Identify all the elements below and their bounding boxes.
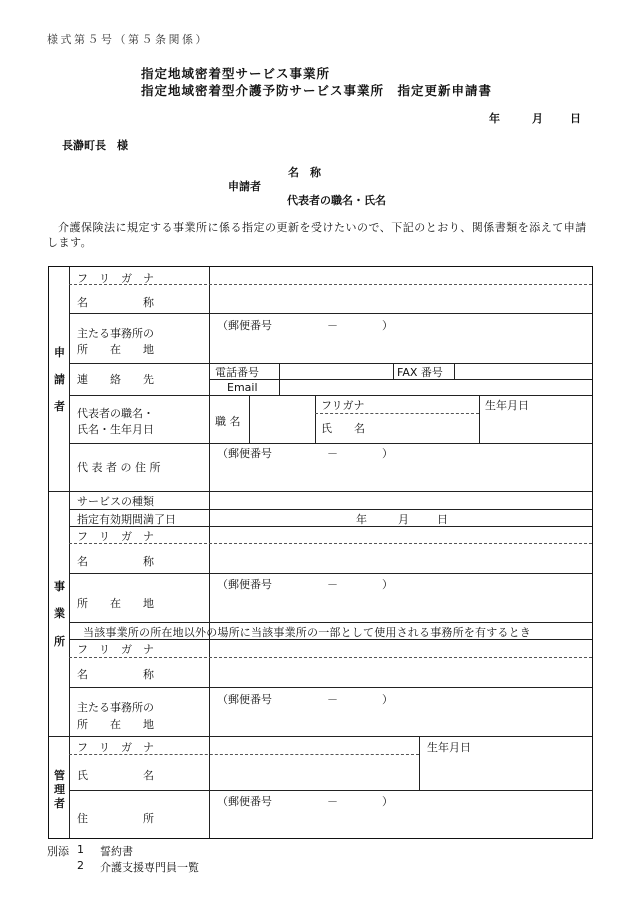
office-furigana-label: フ リ ガ ナ [77, 530, 154, 543]
representative-address-label: 代 表 者 の 住 所 [77, 461, 161, 474]
representative-info-label-2: 氏名・生年月日 [77, 423, 154, 436]
attachment-2-number: 2 [77, 859, 84, 872]
manager-address-label: 住 所 [77, 812, 154, 825]
rep-furigana-label: フリガナ [321, 399, 365, 412]
branch-address-label-1: 主たる事務所の [77, 701, 154, 714]
section-applicant-2: 請 [54, 373, 65, 386]
title-line-2: 指定地域密着型介護予防サービス事業所 指定更新申請書 [141, 83, 493, 98]
expiry-month: 月 [398, 513, 409, 526]
intro-text: 介護保険法に規定する事業所に係る指定の更新を受けたいので、下記のとおり、関係書類を添えて申請します。 [47, 221, 587, 249]
title-line-1: 指定地域密着型サービス事業所 [141, 66, 331, 81]
position-label: 職 名 [215, 415, 241, 428]
branch-furigana-label: フ リ ガ ナ [77, 643, 154, 656]
expiry-day: 日 [437, 513, 448, 526]
contact-label: 連 絡 先 [77, 373, 154, 386]
branch-name-label: 名 称 [77, 668, 154, 681]
office-address-label: 所 在 地 [77, 597, 154, 610]
office-name-label: 名 称 [77, 555, 154, 568]
section-office-1: 事 [54, 580, 65, 593]
applicant-furigana-label: フ リ ガ ナ [77, 272, 154, 285]
applicant-postal: （郵便番号 － ） [217, 319, 393, 332]
section-manager-3: 者 [54, 797, 65, 810]
representative-label: 代表者の職名・氏名 [287, 194, 386, 207]
office-address-label-2: 所 在 地 [77, 343, 154, 356]
date-day: 日 [570, 112, 581, 125]
expiry-year: 年 [356, 513, 367, 526]
name-label: 名 称 [288, 166, 321, 179]
branch-postal: （郵便番号 － ） [217, 693, 393, 706]
section-office-2: 業 [54, 607, 65, 620]
date-year: 年 [489, 112, 500, 125]
rep-postal: （郵便番号 － ） [217, 447, 393, 460]
applicant-name-label: 名 称 [77, 296, 154, 309]
manager-postal: （郵便番号 － ） [217, 795, 393, 808]
fax-label: FAX 番号 [397, 366, 443, 379]
manager-name-label: 氏 名 [77, 769, 154, 782]
phone-label: 電話番号 [215, 366, 259, 379]
representative-info-label-1: 代表者の職名・ [77, 407, 154, 420]
section-manager-2: 理 [54, 783, 65, 796]
section-applicant-1: 申 [54, 346, 65, 359]
date-month: 月 [532, 112, 543, 125]
office-address-label-1: 主たる事務所の [77, 327, 154, 340]
addressee: 長瀞町長 様 [62, 139, 128, 152]
attachment-2-label: 介護支援専門員一覧 [100, 861, 199, 874]
attachment-1-label: 誓約書 [100, 845, 133, 858]
expiry-label: 指定有効期間満了日 [77, 513, 176, 526]
manager-birthdate-label: 生年月日 [427, 741, 471, 754]
section-office-3: 所 [54, 635, 65, 648]
section-applicant-3: 者 [54, 400, 65, 413]
rep-name-label: 氏 名 [321, 422, 365, 435]
manager-furigana-label: フ リ ガ ナ [77, 741, 154, 754]
email-label: Email [227, 381, 258, 394]
attachments-prefix: 別添 [47, 845, 69, 858]
attachment-1-number: 1 [77, 843, 84, 856]
form-number: 様式第５号（第５条関係） [47, 33, 209, 46]
application-form [48, 266, 593, 839]
branch-address-label-2: 所 在 地 [77, 718, 154, 731]
applicant-label: 申請者 [228, 180, 261, 193]
section-manager-1: 管 [54, 769, 65, 782]
office-postal: （郵便番号 － ） [217, 578, 393, 591]
service-type-label: サービスの種類 [77, 495, 154, 508]
branch-office-note: 当該事業所の所在地以外の場所に当該事業所の一部として使用される事務所を有するとき [83, 626, 531, 639]
rep-birthdate-label: 生年月日 [485, 399, 529, 412]
